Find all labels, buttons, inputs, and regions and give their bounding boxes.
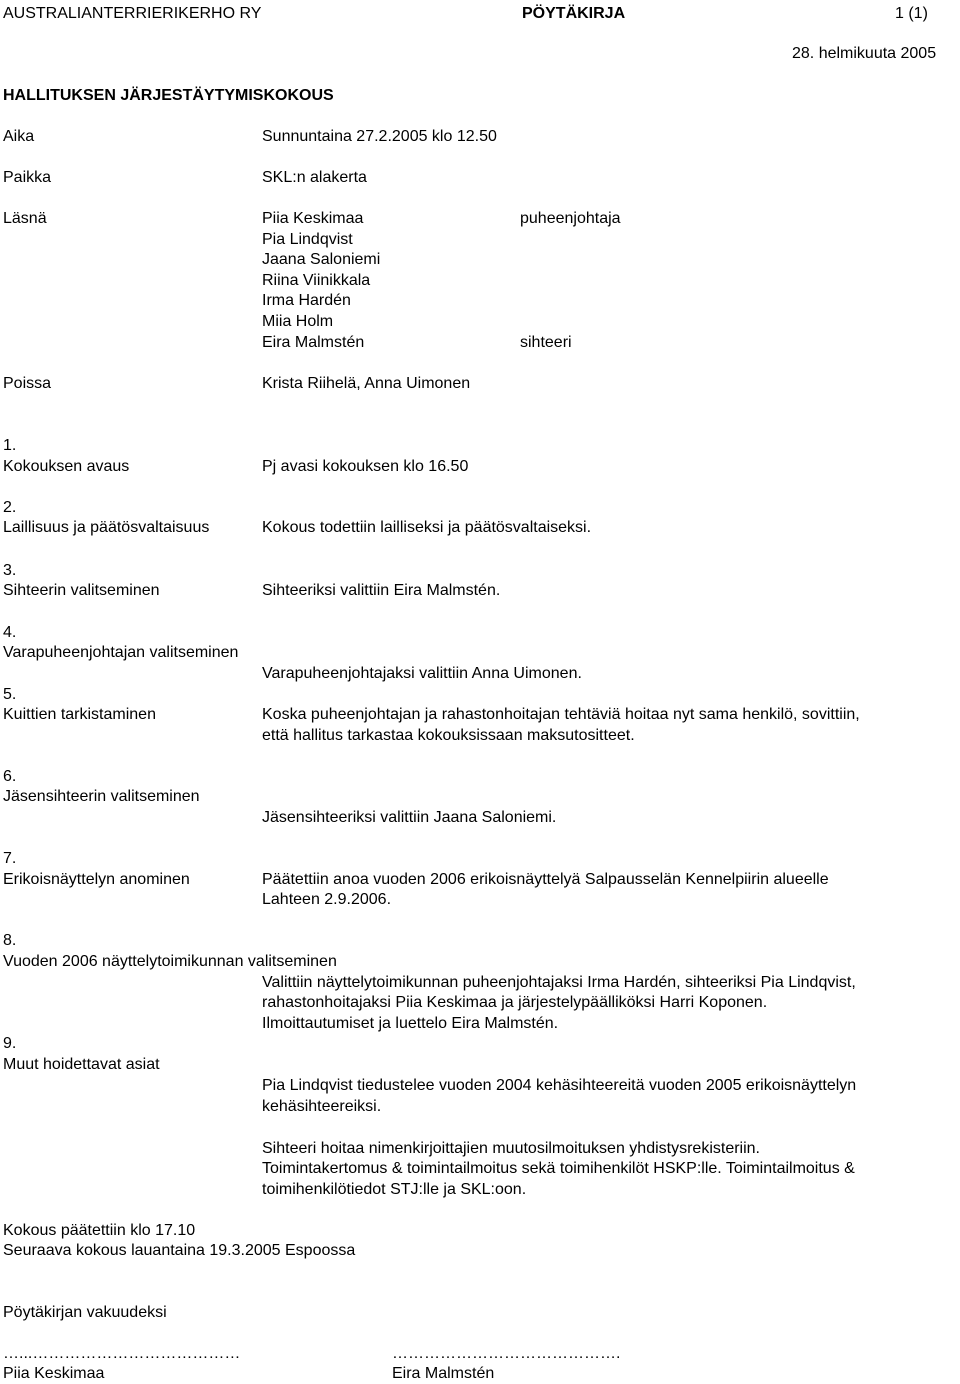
- present-label: Läsnä: [3, 210, 47, 227]
- present-name: Miia Holm: [262, 313, 334, 330]
- item-text: Päätettiin anoa vuoden 2006 erikoisnäyttelyä Salpausselän Kennelpiirin alueelle: [262, 871, 829, 888]
- page-number: 1 (1): [895, 5, 928, 22]
- item-text: Lahteen 2.9.2006.: [262, 891, 392, 908]
- present-role: sihteeri: [520, 334, 572, 351]
- item-text: Ilmoittautumiset ja luettelo Eira Malmstén.: [262, 1015, 559, 1032]
- item-text: Valittiin näyttelytoimikunnan puheenjohtajaksi Irma Hardén, sihteeriksi Pia Lindqvist,: [262, 974, 856, 991]
- item-text: Kokous todettiin lailliseksi ja päätösvaltaiseksi.: [262, 519, 592, 536]
- item-text: Koska puheenjohtajan ja rahastonhoitajan tehtäviä hoitaa nyt sama henkilö, sovittiin,: [262, 706, 860, 723]
- item-title: Varapuheenjohtajan valitseminen: [3, 644, 239, 661]
- item-number: 8.: [3, 932, 17, 949]
- item-title: Erikoisnäyttelyn anominen: [3, 871, 190, 888]
- item-title: Sihteerin valitseminen: [3, 582, 160, 599]
- time-label: Aika: [3, 128, 35, 145]
- document-date: 28. helmikuuta 2005: [792, 45, 937, 62]
- item-text: Pj avasi kokouksen klo 16.50: [262, 458, 469, 475]
- item-text: Sihteeri hoitaa nimenkirjoittajien muutosilmoituksen yhdistysrekisteriin.: [262, 1140, 760, 1157]
- item-text: Pia Lindqvist tiedustelee vuoden 2004 kehäsihteereitä vuoden 2005 erikoisnäyttelyn: [262, 1077, 857, 1094]
- present-name: Eira Malmstén: [262, 334, 365, 351]
- item-title: Kokouksen avaus: [3, 458, 130, 475]
- next-meeting: Seuraava kokous lauantaina 19.3.2005 Espoossa: [3, 1242, 356, 1259]
- signer-name-right: Eira Malmstén: [392, 1365, 495, 1382]
- item-title: Vuoden 2006 näyttelytoimikunnan valitseminen: [3, 953, 337, 970]
- item-number: 2.: [3, 499, 17, 516]
- present-name: Jaana Saloniemi: [262, 251, 381, 268]
- place-label: Paikka: [3, 169, 52, 186]
- item-text: Jäsensihteeriksi valittiin Jaana Saloniemi.: [262, 809, 557, 826]
- time-value: Sunnuntaina 27.2.2005 klo 12.50: [262, 128, 497, 145]
- item-text: toimihenkilötiedot STJ:lle ja SKL:oon.: [262, 1181, 527, 1198]
- item-text: kehäsihteereiksi.: [262, 1098, 382, 1115]
- signatures-label: Pöytäkirjan vakuudeksi: [3, 1304, 167, 1321]
- present-name: Piia Keskimaa: [262, 210, 364, 227]
- absent-label: Poissa: [3, 375, 52, 392]
- item-number: 7.: [3, 850, 17, 867]
- signer-name-left: Piia Keskimaa: [3, 1365, 105, 1382]
- item-title: Jäsensihteerin valitseminen: [3, 788, 200, 805]
- present-name: Riina Viinikkala: [262, 272, 371, 289]
- absent-value: Krista Riihelä, Anna Uimonen: [262, 375, 471, 392]
- item-title: Muut hoidettavat asiat: [3, 1056, 160, 1073]
- signature-line-left: …...…………………………………: [3, 1345, 241, 1362]
- signature-line-right: …………………………………….: [392, 1345, 621, 1362]
- item-title: Laillisuus ja päätösvaltaisuus: [3, 519, 210, 536]
- meeting-ended: Kokous päätettiin klo 17.10: [3, 1222, 196, 1239]
- item-number: 3.: [3, 562, 17, 579]
- present-name: Irma Hardén: [262, 292, 351, 309]
- item-number: 5.: [3, 686, 17, 703]
- item-number: 6.: [3, 768, 17, 785]
- item-title: Kuittien tarkistaminen: [3, 706, 156, 723]
- present-name: Pia Lindqvist: [262, 231, 353, 248]
- item-number: 9.: [3, 1035, 17, 1052]
- item-text: Toimintakertomus & toimintailmoitus sekä toimihenkilöt HSKP:lle. Toimintailmoitus &: [262, 1160, 855, 1177]
- item-text: rahastonhoitajaksi Piia Keskimaa ja järjestelypäälliköksi Harri Koponen.: [262, 994, 768, 1011]
- item-text: Sihteeriksi valittiin Eira Malmstén.: [262, 582, 501, 599]
- item-number: 1.: [3, 437, 17, 454]
- item-text: Varapuheenjohtajaksi valittiin Anna Uimonen.: [262, 665, 582, 682]
- item-text: että hallitus tarkastaa kokouksissaan maksutositteet.: [262, 727, 635, 744]
- present-role: puheenjohtaja: [520, 210, 621, 227]
- item-number: 4.: [3, 624, 17, 641]
- meeting-title: HALLITUKSEN JÄRJESTÄYTYMISKOKOUS: [3, 87, 334, 104]
- document-type: PÖYTÄKIRJA: [522, 5, 626, 22]
- place-value: SKL:n alakerta: [262, 169, 367, 186]
- organization-name: AUSTRALIANTERRIERIKERHO RY: [3, 5, 262, 22]
